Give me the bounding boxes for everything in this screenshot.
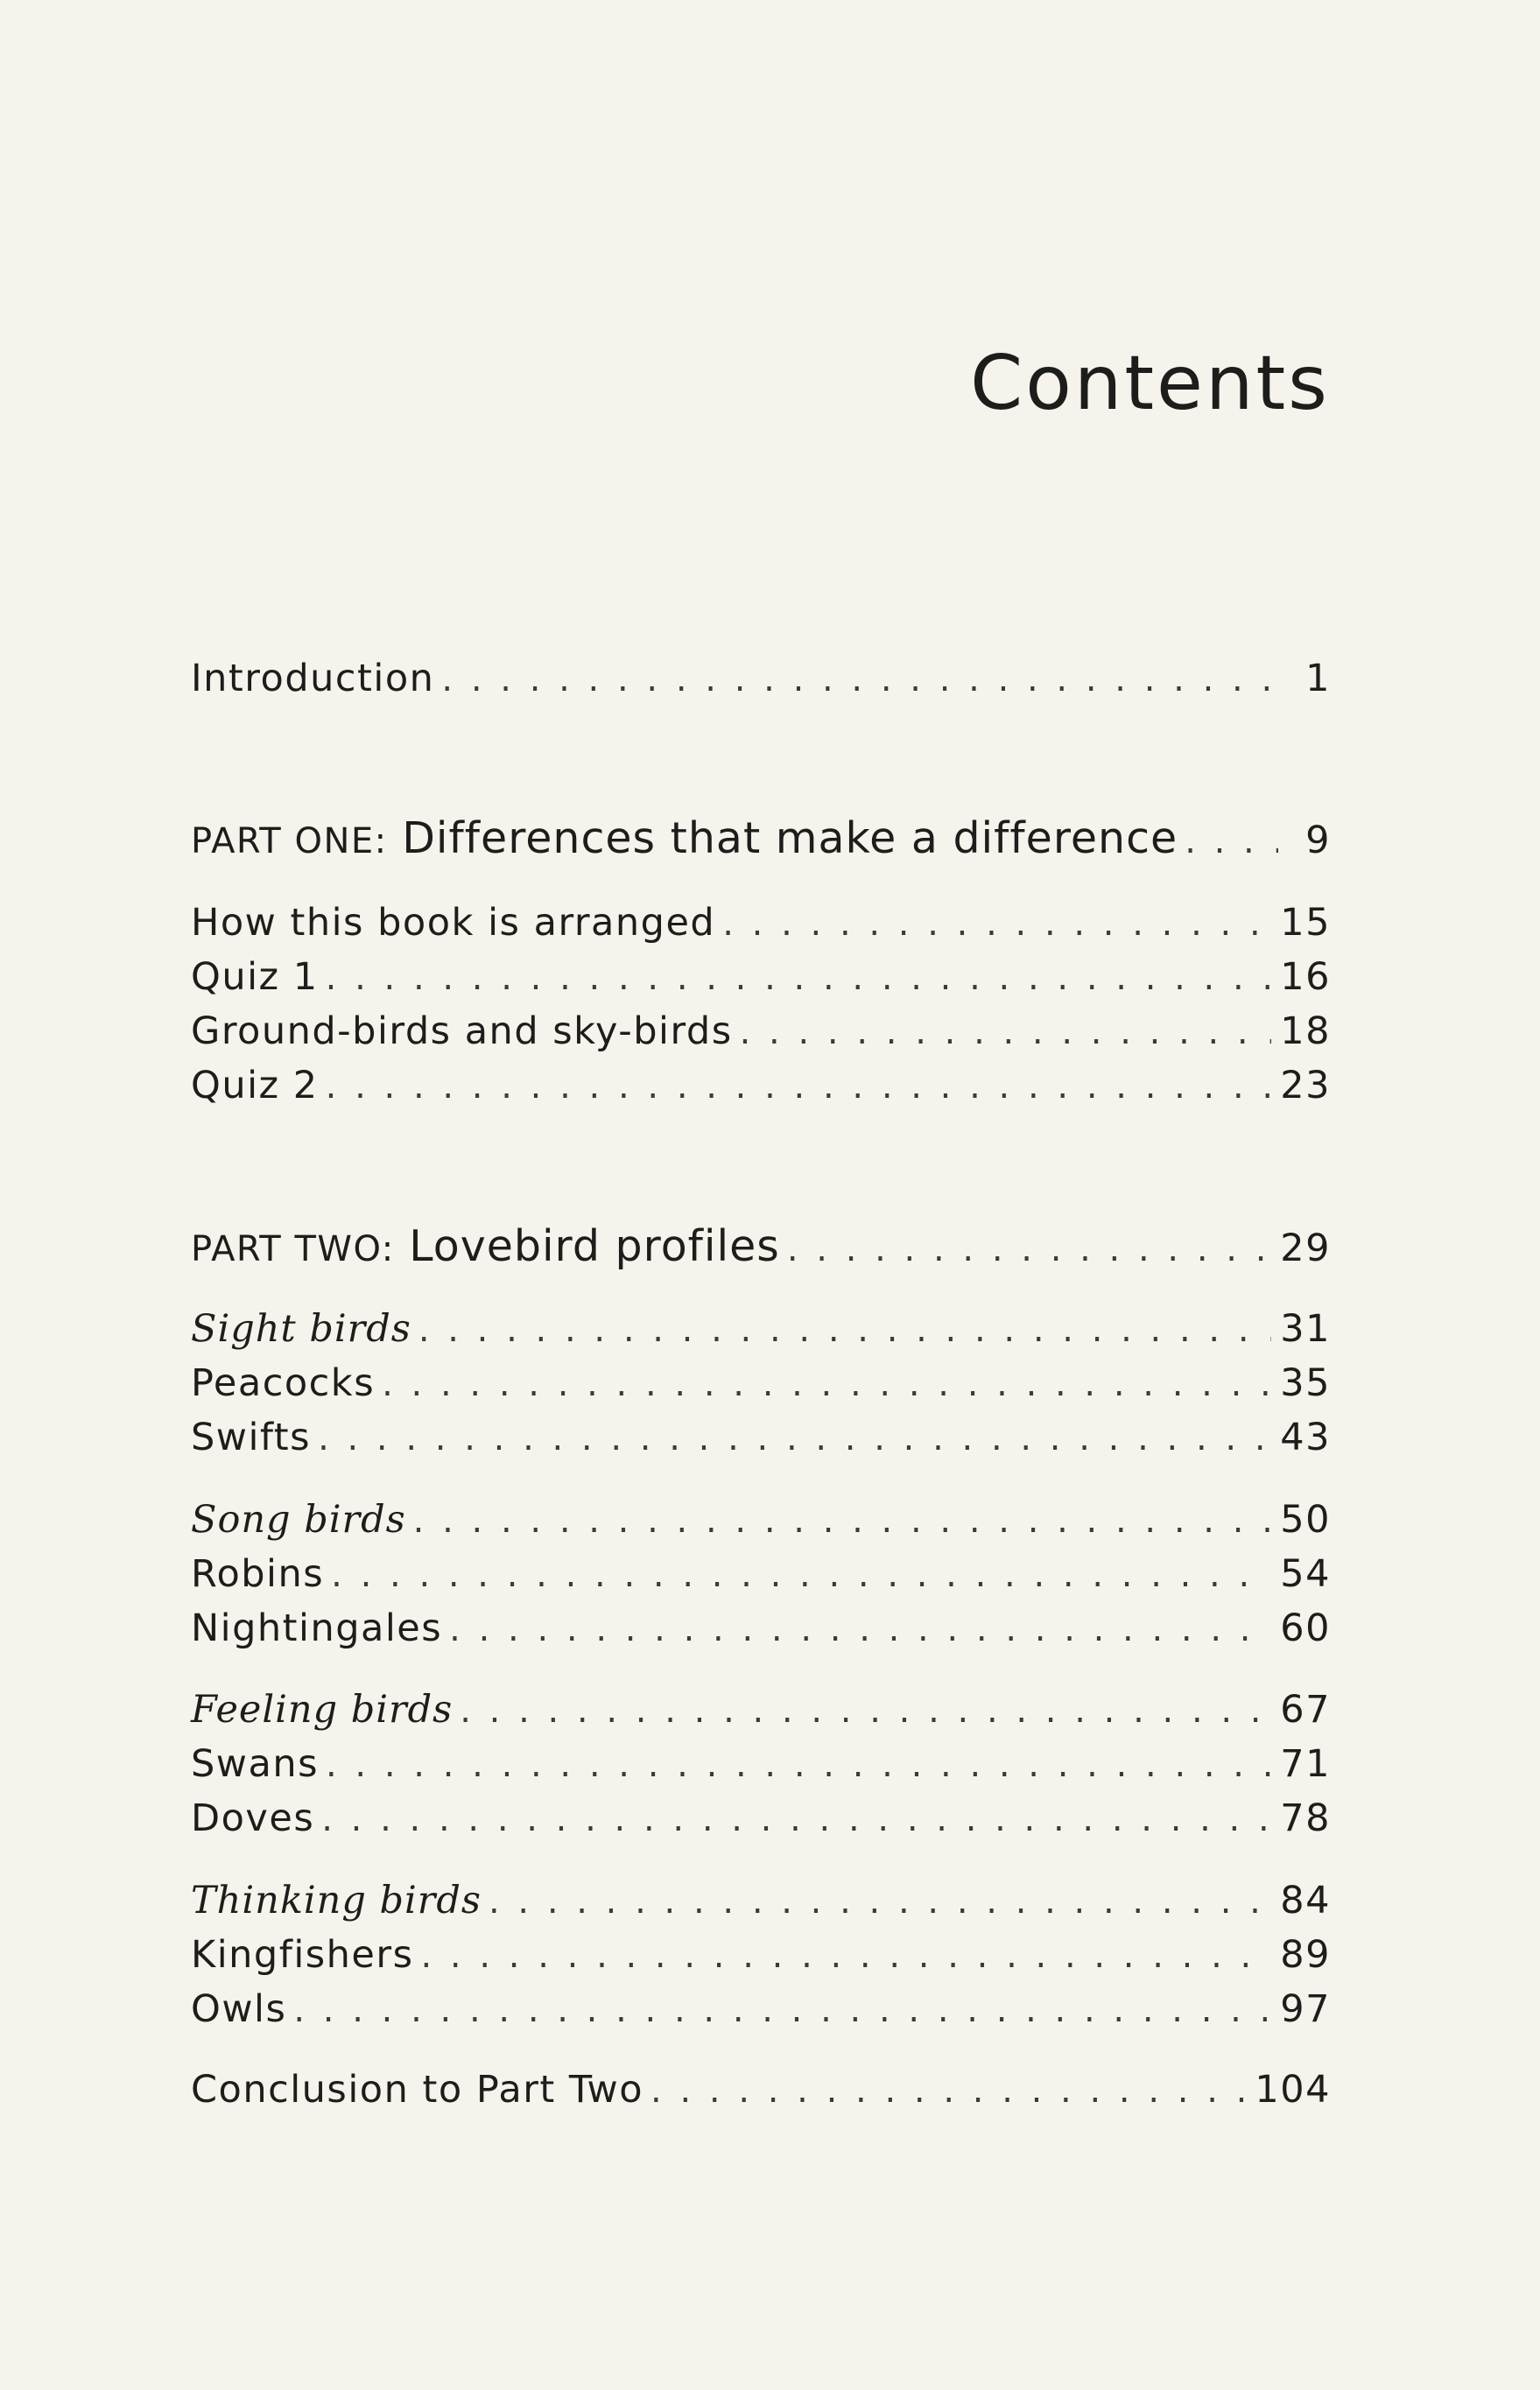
- toc-entry-label: Ground-birds and sky-birds: [191, 1009, 733, 1053]
- toc-entry-song-birds: [191, 1495, 1331, 1544]
- dot-leader: [413, 1496, 1272, 1545]
- toc-entry-label: Thinking birds: [191, 1879, 482, 1923]
- toc-entry-label: Swans: [191, 1742, 319, 1786]
- toc-entry-label: Quiz 1: [191, 955, 319, 999]
- toc-entry-owls: [191, 1985, 1331, 2034]
- toc-entry-page: 16: [1280, 955, 1331, 999]
- toc-entry-page: 31: [1280, 1307, 1331, 1351]
- toc-entry-conclusion-to-part-two: [191, 2065, 1331, 2114]
- toc-entry-page: 35: [1280, 1361, 1331, 1405]
- toc-entry-label: Doves: [191, 1796, 315, 1840]
- toc-entry-page: 18: [1280, 1009, 1331, 1053]
- toc-entry-page: 29: [1280, 1227, 1331, 1270]
- toc-entry-label: Kingfishers: [191, 1933, 414, 1977]
- toc-entry-feeling-birds: [191, 1685, 1331, 1734]
- toc-entry-label: Introduction: [191, 657, 435, 700]
- toc-entry-label: Owls: [191, 1987, 287, 2031]
- toc-entry-label: Swifts: [191, 1416, 312, 1459]
- dot-leader: [787, 1225, 1271, 1274]
- toc-entry-label: Nightingales: [191, 1606, 443, 1650]
- toc-entry-introduction: [191, 654, 1331, 703]
- toc-entry-doves: [191, 1794, 1331, 1843]
- toc-entry-page: 23: [1280, 1064, 1331, 1107]
- toc-entry-label: Robins: [191, 1552, 325, 1596]
- dot-leader: [420, 1931, 1271, 1980]
- part-prefix: PART TWO:: [191, 1229, 395, 1269]
- toc-entry-page: 43: [1280, 1416, 1331, 1459]
- toc-entry-page: 97: [1280, 1987, 1331, 2031]
- toc-entry-page: 104: [1255, 2068, 1331, 2112]
- dot-leader: [460, 1686, 1271, 1735]
- dot-leader: [449, 1605, 1271, 1654]
- dot-leader: [326, 1740, 1271, 1789]
- toc-entry-page: 78: [1280, 1796, 1331, 1840]
- toc-entry-label: [191, 814, 1178, 866]
- toc-entry-nightingales: [191, 1604, 1331, 1653]
- toc-entry-page: 15: [1280, 901, 1331, 945]
- toc-entry-peacocks: [191, 1359, 1331, 1408]
- toc-entry-label: [191, 1222, 780, 1274]
- toc-entry-label: Song birds: [191, 1498, 406, 1542]
- dot-leader: [321, 1795, 1271, 1844]
- part-title: Lovebird profiles: [409, 1221, 780, 1271]
- dot-leader: [331, 1550, 1271, 1599]
- toc-entry-page: 84: [1280, 1879, 1331, 1923]
- part-title: Differences that make a difference: [402, 813, 1178, 863]
- toc-entry-page: 60: [1280, 1606, 1331, 1650]
- dot-leader: [441, 655, 1278, 704]
- toc-entry-label: Conclusion to Part Two: [191, 2068, 644, 2112]
- dot-leader: [326, 953, 1272, 1002]
- page-title: Contents: [970, 340, 1330, 427]
- toc-entry-page: 54: [1280, 1552, 1331, 1596]
- toc-entry-robins: [191, 1550, 1331, 1599]
- dot-leader: [382, 1360, 1271, 1409]
- dot-leader: [650, 2066, 1246, 2115]
- toc-entry-page: 1: [1305, 657, 1331, 700]
- toc-entry-label: How this book is arranged: [191, 901, 716, 945]
- part-prefix: PART ONE:: [191, 821, 388, 861]
- toc-entry-page: 50: [1280, 1498, 1331, 1542]
- toc-entry-label: Feeling birds: [191, 1688, 454, 1732]
- toc-entry-label: Sight birds: [191, 1307, 411, 1351]
- dot-leader: [489, 1877, 1271, 1926]
- dot-leader: [293, 1986, 1271, 2035]
- dot-leader: [326, 1062, 1272, 1111]
- dot-leader: [722, 899, 1271, 948]
- toc-entry-page: 9: [1305, 819, 1331, 862]
- toc-entry-part-two: [191, 1222, 1331, 1271]
- toc-entry-quiz-1: [191, 952, 1331, 1002]
- toc-entry-page: 71: [1280, 1742, 1331, 1786]
- toc-entry-page: 67: [1280, 1688, 1331, 1732]
- toc-entry-page: 89: [1280, 1933, 1331, 1977]
- toc-entry-label: Quiz 2: [191, 1064, 319, 1107]
- dot-leader: [1185, 817, 1278, 866]
- toc-entry-part-one: [191, 814, 1331, 863]
- toc-entry-label: Peacocks: [191, 1361, 376, 1405]
- toc-entry-ground-birds-and-sky-birds: [191, 1007, 1331, 1056]
- toc-entry-kingfishers: [191, 1930, 1331, 1979]
- toc-entry-quiz-2: [191, 1061, 1331, 1110]
- dot-leader: [318, 1414, 1271, 1463]
- toc-entry-how-this-book-is-arranged: [191, 898, 1331, 947]
- toc-entry-sight-birds: [191, 1304, 1331, 1353]
- dot-leader: [740, 1008, 1272, 1057]
- toc-entry-thinking-birds: [191, 1876, 1331, 1925]
- toc-entry-swifts: [191, 1413, 1331, 1462]
- dot-leader: [418, 1305, 1271, 1354]
- toc-entry-swans: [191, 1740, 1331, 1789]
